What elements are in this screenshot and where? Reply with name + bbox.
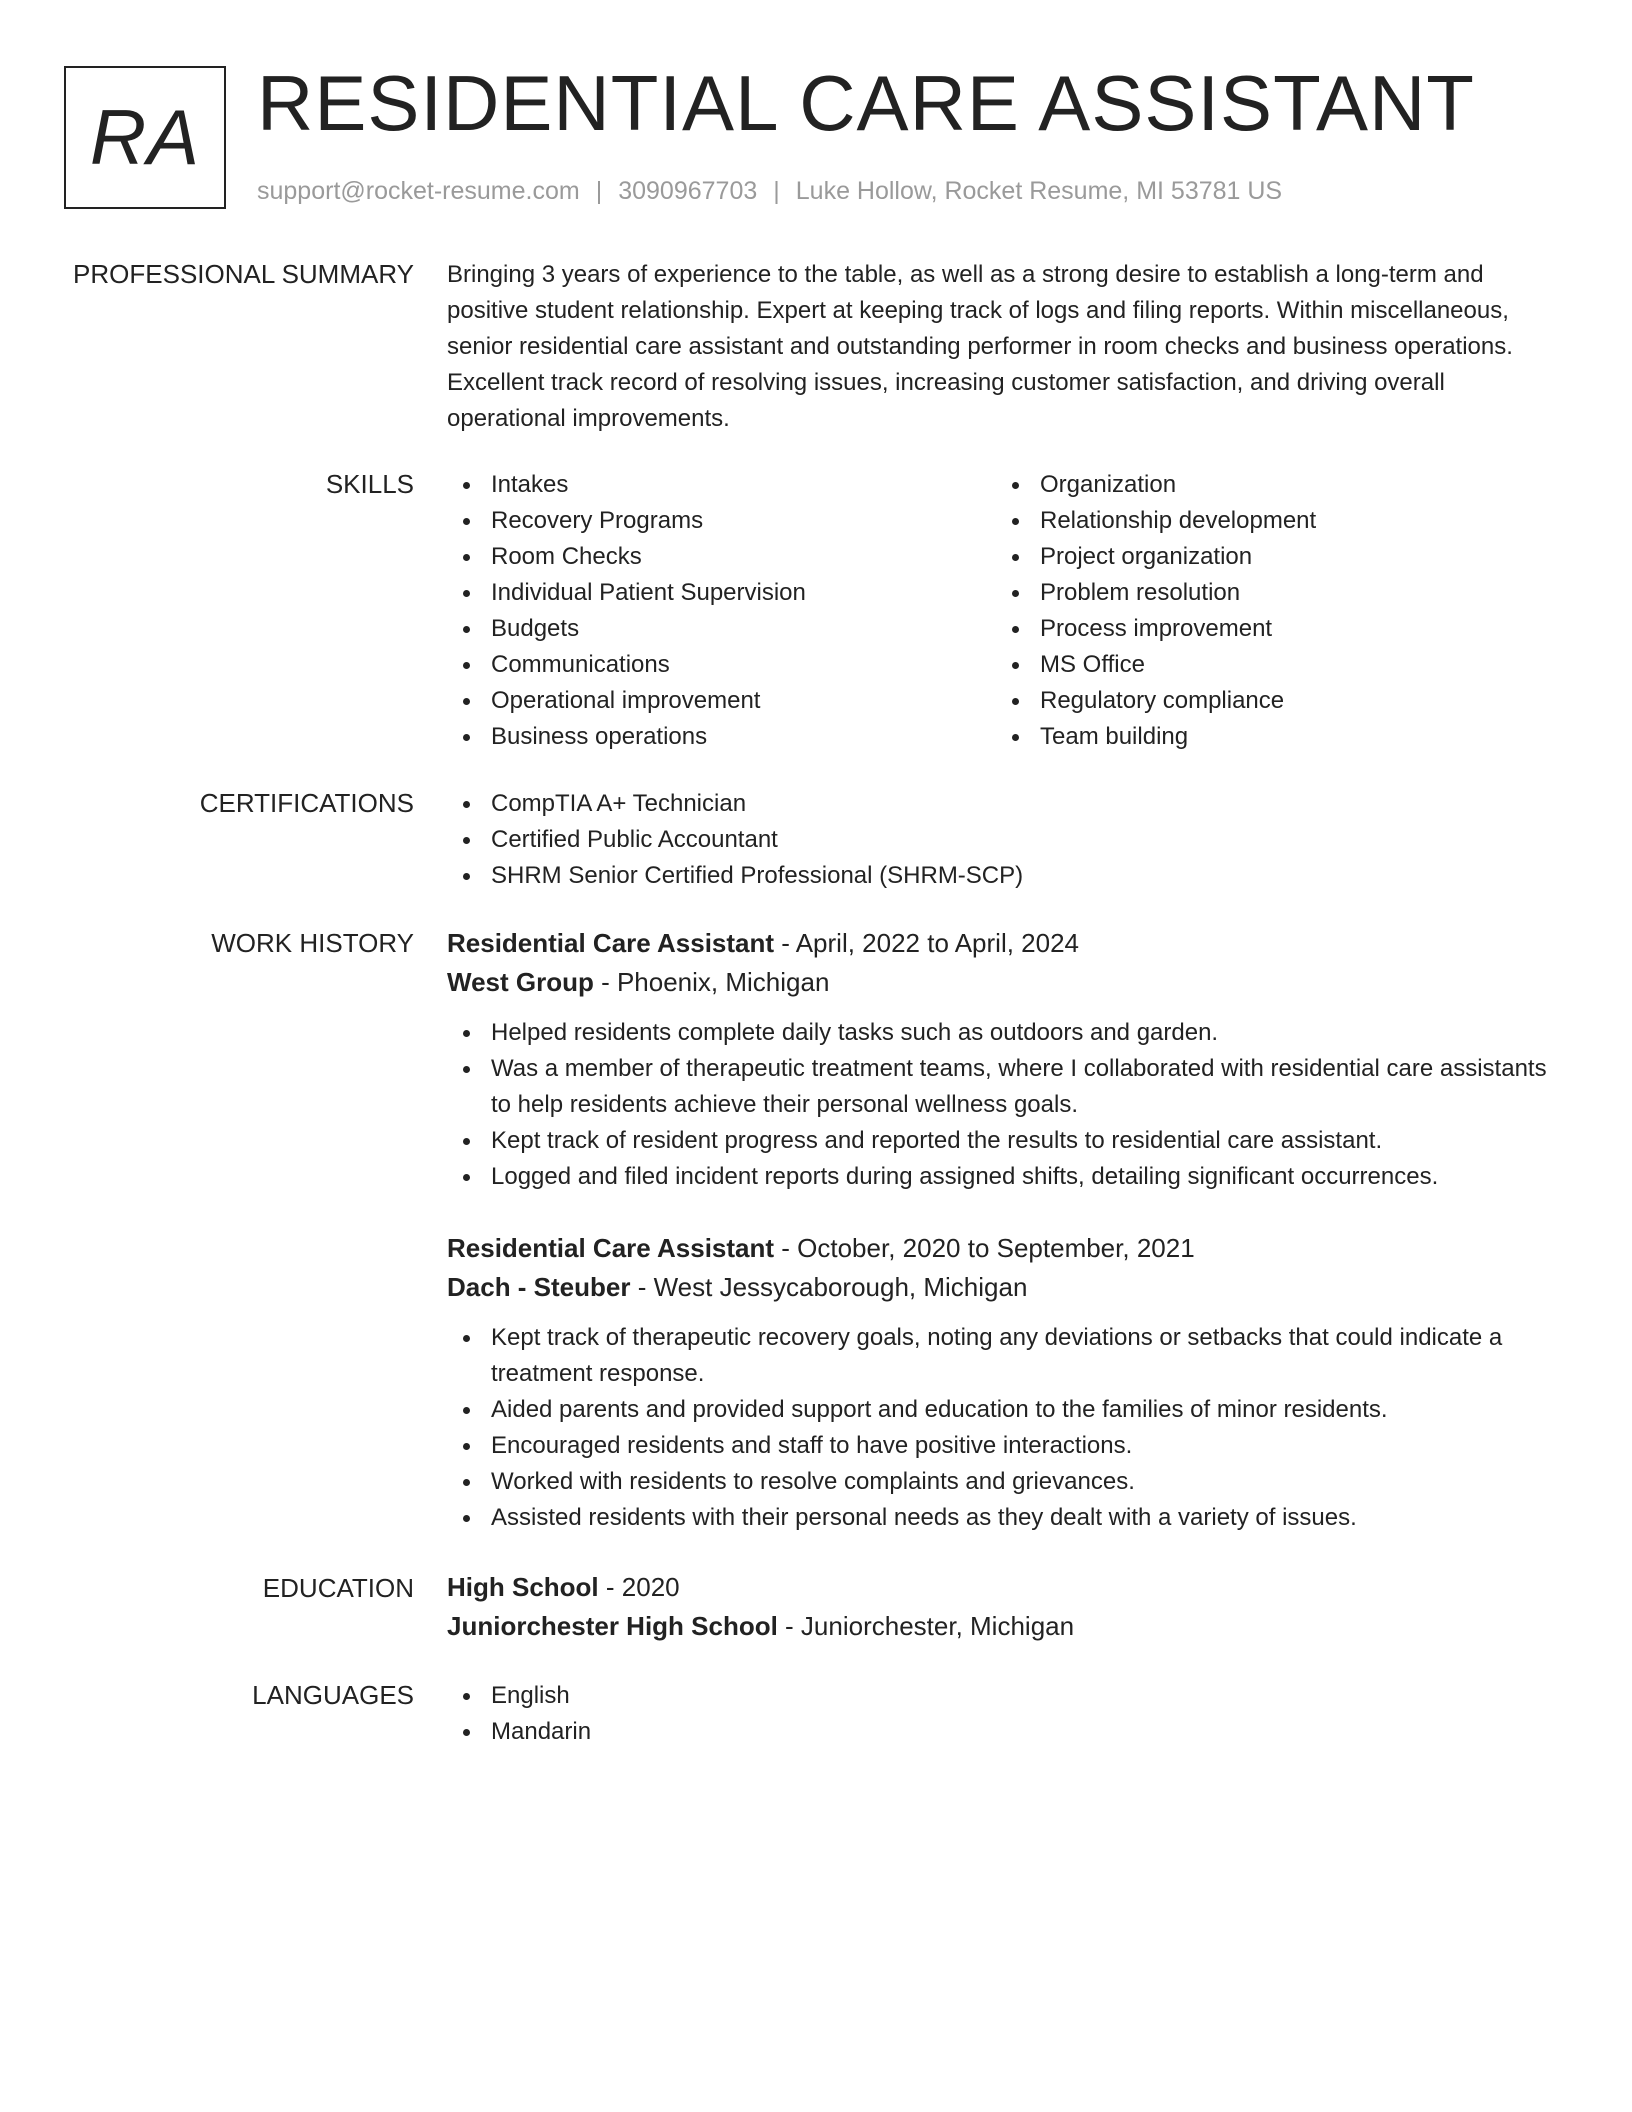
languages-list — [447, 1678, 1567, 1750]
contact-email: support@rocket-resume.com — [257, 177, 580, 205]
job-dates: - April, 2022 to April, 2024 — [774, 928, 1080, 958]
summary-text: Bringing 3 years of experience to the table, as well as a strong desire to establish a long-term and positive student relationship. Expert at keeping track of logs and filing reports. Within miscellaneous, senior residential care assistant and outstanding performer in room checks and business operations. Excellent track record of resolving issues, increasing customer satisfaction, and driving overall operational improvements. — [447, 261, 1513, 432]
contact-separator: | — [595, 177, 603, 205]
monogram-badge — [64, 66, 226, 209]
section-label-summary: PROFESSIONAL SUMMARY — [73, 259, 414, 289]
education-degree-line — [447, 1568, 1567, 1607]
skills-columns — [447, 467, 1567, 755]
skill-item: Organization — [996, 467, 1545, 503]
job-duty-item: Worked with residents to resolve complaints and grievances. — [447, 1464, 1567, 1500]
education-entry — [447, 1568, 1567, 1646]
section-label-education: EDUCATION — [262, 1573, 414, 1603]
job-company-line — [447, 963, 1567, 1002]
skill-item: Operational improvement — [447, 683, 996, 719]
job-company: Dach - Steuber — [447, 1272, 631, 1302]
languages-section — [447, 1678, 1567, 1750]
certifications-list — [447, 786, 1567, 894]
contact-address: Luke Hollow, Rocket Resume, MI 53781 US — [795, 177, 1283, 205]
education-degree: High School — [447, 1572, 599, 1602]
job-title: Residential Care Assistant — [447, 928, 775, 958]
job-company: West Group — [447, 967, 594, 997]
skill-item: MS Office — [996, 647, 1545, 683]
job-duty-item: Encouraged residents and staff to have positive interactions. — [447, 1428, 1567, 1464]
skill-item: Business operations — [447, 719, 996, 755]
job-duties-list — [447, 1320, 1567, 1536]
skill-item: Recovery Programs — [447, 503, 996, 539]
job-company-line — [447, 1268, 1567, 1307]
section-label-languages: LANGUAGES — [252, 1680, 414, 1710]
job-duty-item: Logged and filed incident reports during assigned shifts, detailing significant occurrences. — [447, 1159, 1567, 1195]
education-year: - 2020 — [598, 1572, 680, 1602]
skills-section — [447, 467, 1567, 755]
job-duty-item: Aided parents and provided support and education to the families of minor residents. — [447, 1392, 1567, 1428]
contact-phone: 3090967703 — [618, 177, 758, 205]
skill-item: Team building — [996, 719, 1545, 755]
skill-item: Problem resolution — [996, 575, 1545, 611]
skill-item: Regulatory compliance — [996, 683, 1545, 719]
resume-title: RESIDENTIAL CARE ASSISTANT — [257, 59, 1475, 147]
job-title-line — [447, 924, 1567, 963]
job-entry — [447, 924, 1567, 1195]
skill-item: Intakes — [447, 467, 996, 503]
education-school-line — [447, 1607, 1567, 1646]
job-location: - West Jessycaborough, Michigan — [630, 1272, 1028, 1302]
skill-item: Budgets — [447, 611, 996, 647]
monogram-initials: RA — [89, 93, 201, 181]
skills-list-left — [447, 467, 996, 755]
language-item: Mandarin — [447, 1714, 1567, 1750]
skills-list-right — [996, 467, 1545, 755]
contact-separator: | — [773, 177, 780, 205]
job-title-line — [447, 1229, 1567, 1268]
skill-item: Communications — [447, 647, 996, 683]
job-title: Residential Care Assistant — [447, 1233, 775, 1263]
job-entry — [447, 1229, 1567, 1536]
education-location: - Juniorchester, Michigan — [777, 1611, 1075, 1641]
section-label-certifications: CERTIFICATIONS — [199, 788, 414, 818]
skill-item: Process improvement — [996, 611, 1545, 647]
certification-item: CompTIA A+ Technician — [447, 786, 1567, 822]
section-label-skills: SKILLS — [325, 469, 414, 499]
job-location: - Phoenix, Michigan — [593, 967, 830, 997]
education-school: Juniorchester High School — [447, 1611, 778, 1641]
job-duty-item: Assisted residents with their personal needs as they dealt with a variety of issues. — [447, 1500, 1567, 1536]
section-label-work-history: WORK HISTORY — [211, 928, 414, 958]
job-duty-item: Helped residents complete daily tasks such as outdoors and garden. — [447, 1015, 1567, 1051]
certifications-section — [447, 786, 1567, 894]
job-duty-item: Kept track of resident progress and reported the results to residential care assistant. — [447, 1123, 1567, 1159]
skill-item: Relationship development — [996, 503, 1545, 539]
language-item: English — [447, 1678, 1567, 1714]
skill-item: Individual Patient Supervision — [447, 575, 996, 611]
certification-item: SHRM Senior Certified Professional (SHRM-SCP) — [447, 858, 1567, 894]
skill-item: Project organization — [996, 539, 1545, 575]
contact-line — [257, 175, 1282, 207]
job-duty-item: Was a member of therapeutic treatment teams, where I collaborated with residential care assistants to help residents achieve their personal wellness goals. — [447, 1051, 1567, 1123]
job-duty-item: Kept track of therapeutic recovery goals, noting any deviations or setbacks that could indicate a treatment response. — [447, 1320, 1567, 1392]
job-duties-list — [447, 1015, 1567, 1195]
skill-item: Room Checks — [447, 539, 996, 575]
job-dates: - October, 2020 to September, 2021 — [774, 1233, 1195, 1263]
certification-item: Certified Public Accountant — [447, 822, 1567, 858]
